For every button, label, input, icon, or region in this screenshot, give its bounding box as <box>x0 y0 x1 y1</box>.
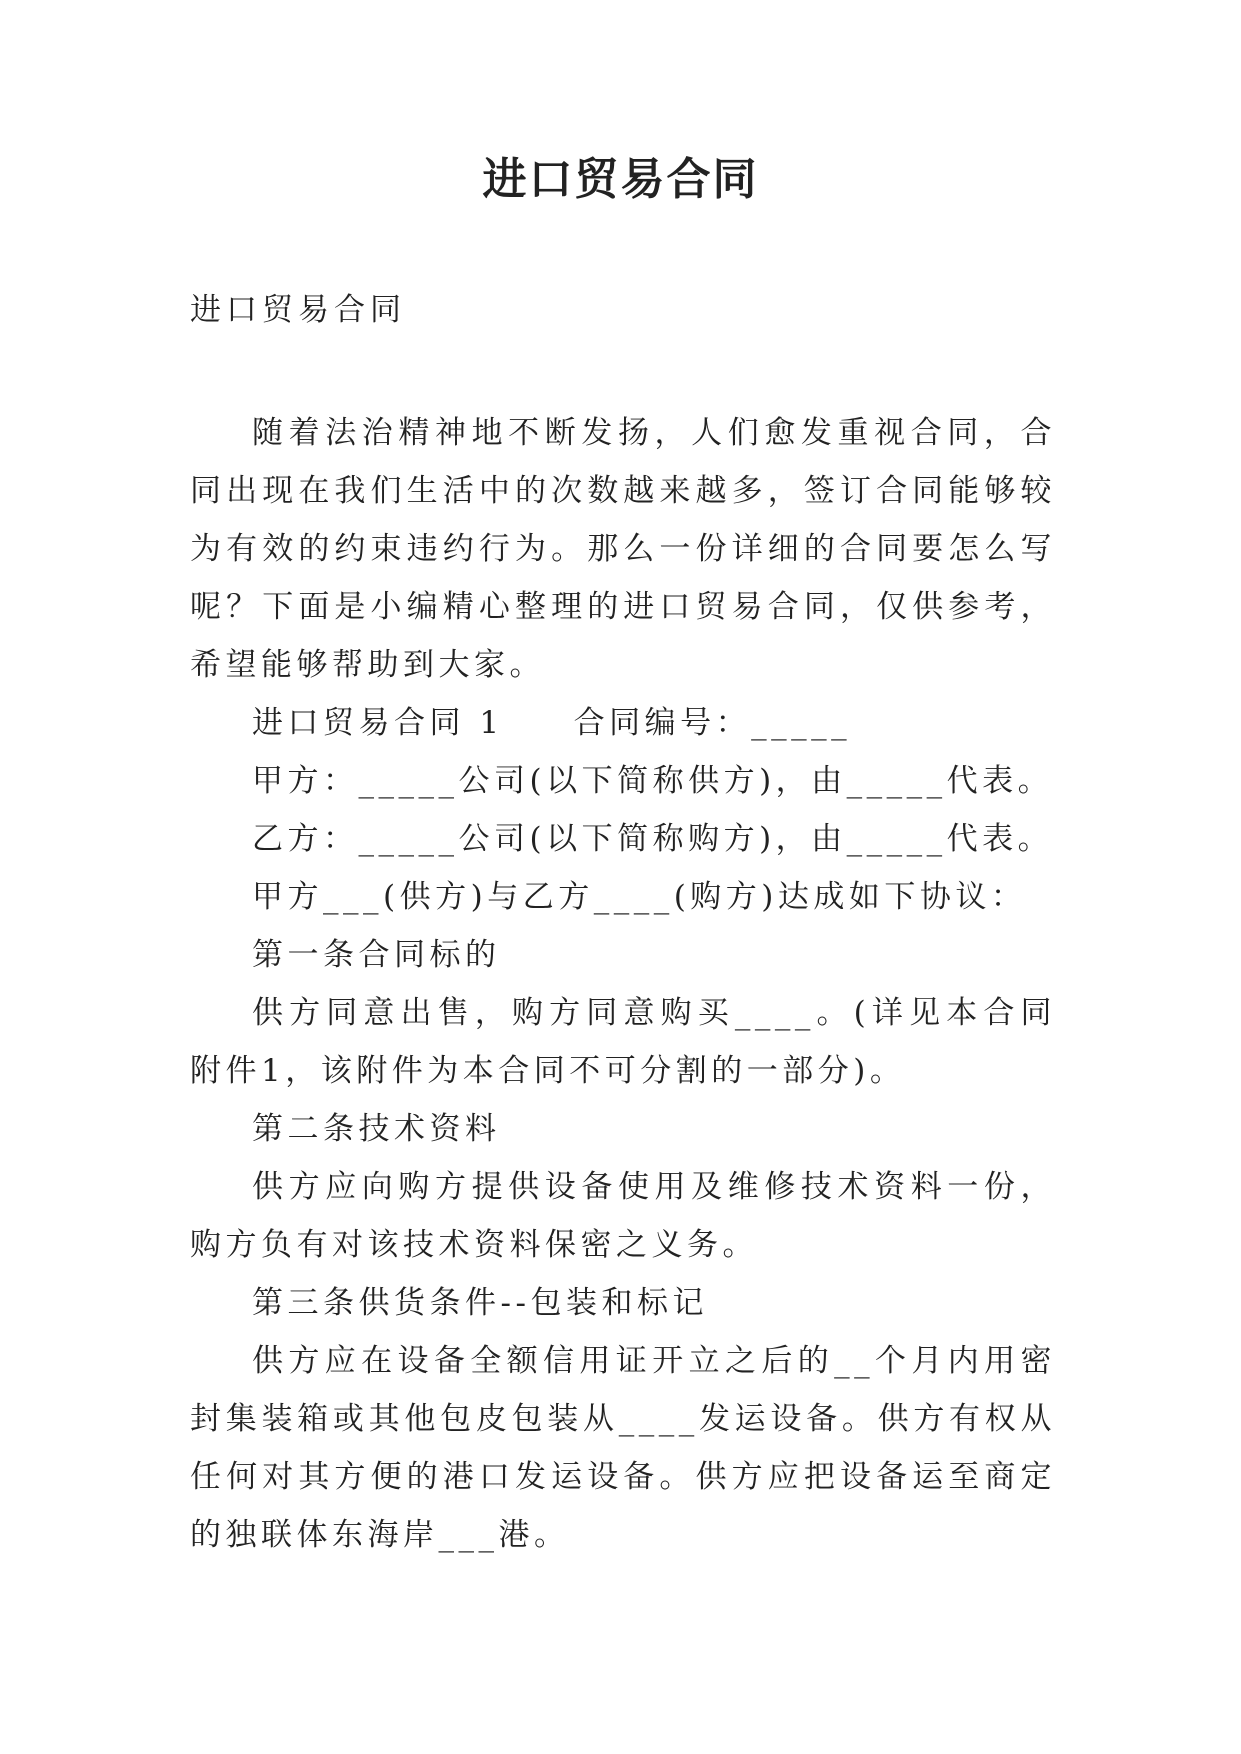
document-subtitle: 进口贸易合同 <box>190 292 406 328</box>
article-3-text: 供方应在设备全额信用证开立之后的__个月内用密封集装箱或其他包皮包装从____发运设备。供方有权从任何对其方便的港口发运设备。供方应把设备运至商定的独联体东海岸___港。 <box>190 1343 1056 1553</box>
contract-heading-line <box>190 694 1056 752</box>
article-1-title: 第一条合同标的 <box>252 937 501 973</box>
article-1-text: 供方同意出售，购方同意购买____。(详见本合同附件1，该附件为本合同不可分割的一部分)。 <box>190 995 1056 1089</box>
document-body <box>190 404 1056 1564</box>
article-3-title: 第三条供货条件--包装和标记 <box>252 1285 708 1321</box>
document-title: 进口贸易合同 <box>482 154 759 205</box>
agreement-line: 甲方___(供方)与乙方____(购方)达成如下协议： <box>252 879 1027 915</box>
article-2-text: 供方应向购方提供设备使用及维修技术资料一份，购方负有对该技术资料保密之义务。 <box>190 1169 1056 1263</box>
contract-heading: 进口贸易合同 1 <box>252 705 504 741</box>
intro-paragraph: 随着法治精神地不断发扬，人们愈发重视合同，合同出现在我们生活中的次数越来越多，签订合同能够较为有效的约束违约行为。那么一份详细的合同要怎么写呢？下面是小编精心整理的进口贸易合同，仅供参考，希望能够帮助到大家。 <box>190 415 1056 683</box>
party-b-line: 乙方：_____公司(以下简称购方)，由_____代表。 <box>252 821 1054 857</box>
article-2-title: 第二条技术资料 <box>252 1111 501 1147</box>
party-a-line: 甲方：_____公司(以下简称供方)，由_____代表。 <box>252 763 1054 799</box>
contract-number: 合同编号：_____ <box>573 705 852 741</box>
